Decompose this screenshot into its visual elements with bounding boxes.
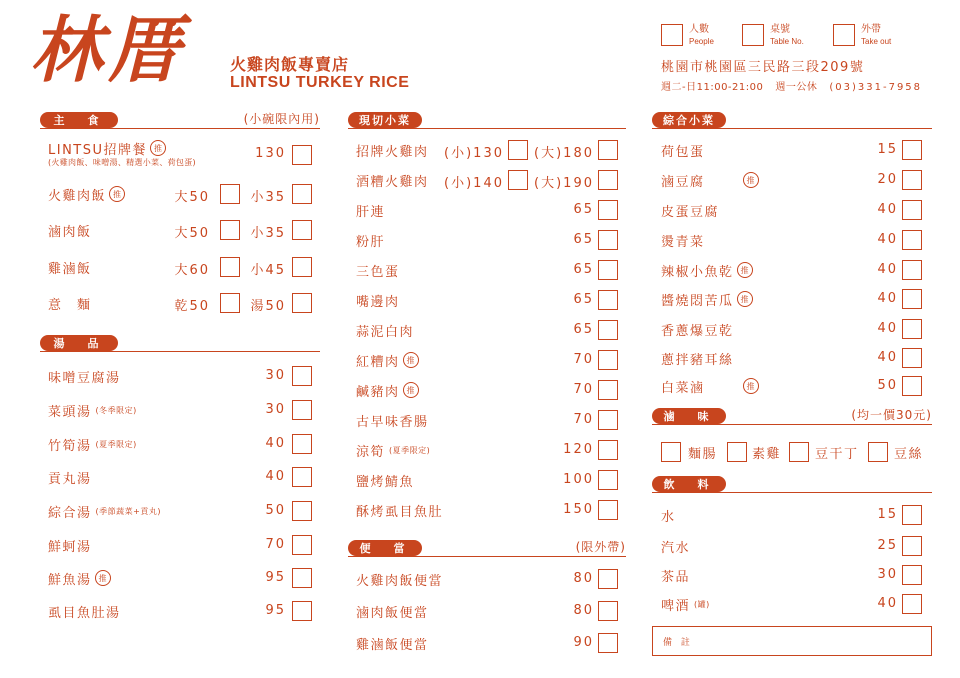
combo-item — [661, 289, 753, 309]
item-name: 滷肉飯 — [48, 224, 92, 240]
section-soup-header — [40, 335, 320, 352]
item-note: (夏季限定) — [389, 445, 431, 455]
section-drinks-header — [652, 476, 932, 493]
phone-number: (03)331-7958 — [829, 82, 923, 93]
section-main-title: 主 食 — [40, 112, 118, 128]
table-field — [742, 24, 804, 48]
section-main-header — [40, 112, 320, 129]
combo-item — [661, 319, 734, 339]
soup-item — [48, 467, 92, 487]
soup-item — [48, 400, 137, 420]
fresh-item — [356, 200, 385, 220]
item-name: 嘴邊肉 — [356, 294, 400, 310]
item-name: 麵腸 — [688, 446, 718, 462]
order-checkbox[interactable] — [292, 257, 312, 277]
item-price: 40 — [265, 436, 286, 451]
item-note: (罐) — [694, 599, 710, 609]
subtitle-english: LINTSU TURKEY RICE — [230, 74, 410, 91]
order-checkbox[interactable] — [220, 220, 240, 240]
order-checkbox[interactable] — [902, 200, 922, 220]
recommend-badge: 推 — [737, 291, 753, 307]
item-name: 啤酒 — [661, 598, 691, 614]
fresh-item — [356, 290, 400, 310]
item-name: 豆干丁 — [815, 446, 859, 462]
item-price: 40 — [877, 350, 898, 365]
combo-item — [661, 230, 705, 250]
bento-item — [356, 633, 429, 653]
item-price: 50 — [877, 378, 898, 393]
item-name: 竹筍湯 — [48, 438, 92, 454]
item-price: 40 — [877, 596, 898, 611]
braised-item — [815, 442, 859, 462]
recommend-badge: 推 — [403, 352, 419, 368]
item-name: 鹽烤鯖魚 — [356, 474, 415, 490]
item-price: 40 — [877, 291, 898, 306]
item-price: 70 — [265, 537, 286, 552]
item-price: 30 — [265, 368, 286, 383]
price-large: 大50 — [174, 226, 210, 241]
soup-item — [48, 568, 111, 588]
braised-item — [688, 442, 717, 462]
item-name: 白菜滷 — [661, 380, 705, 396]
order-checkbox[interactable] — [902, 594, 922, 614]
order-checkbox[interactable] — [598, 140, 618, 160]
address: 桃園市桃園區三民路三段209號 — [661, 60, 865, 75]
order-checkbox[interactable] — [292, 366, 312, 386]
soup-item — [48, 535, 92, 555]
combo-item — [661, 200, 719, 220]
menu-item-yi-noodle — [48, 293, 92, 313]
order-checkbox[interactable] — [220, 257, 240, 277]
item-name: 古早味香腸 — [356, 414, 429, 430]
subtitle-chinese: 火雞肉飯專賣店 — [230, 55, 350, 74]
price-soup: 湯50 — [250, 299, 286, 314]
takeout-checkbox[interactable] — [833, 24, 855, 46]
item-note: (季節蔬菜+貢丸) — [95, 506, 161, 516]
item-name: 味噌豆腐湯 — [48, 370, 121, 386]
fresh-item — [356, 470, 414, 490]
combo-item — [661, 140, 705, 160]
takeout-label-en: Take out — [861, 37, 892, 46]
item-price: 150 — [563, 502, 594, 517]
section-fresh-header — [348, 112, 626, 129]
item-name: 醬燒悶苦瓜 — [661, 293, 734, 309]
section-soup-title: 湯 品 — [40, 335, 118, 351]
fresh-special-item — [356, 140, 429, 160]
combo-item — [661, 260, 753, 280]
item-price: 15 — [877, 507, 898, 522]
order-checkbox[interactable] — [220, 184, 240, 204]
item-name: LINTSU招牌餐 — [48, 142, 148, 158]
item-price: 20 — [877, 172, 898, 187]
section-drinks-title: 飲 料 — [652, 476, 726, 492]
item-name: 涼筍 — [356, 444, 386, 460]
fresh-item — [356, 440, 430, 460]
order-checkbox[interactable] — [902, 565, 922, 585]
order-checkbox[interactable] — [902, 505, 922, 525]
order-checkbox[interactable] — [598, 380, 618, 400]
order-checkbox[interactable] — [902, 348, 922, 368]
section-bento-header — [348, 540, 626, 557]
order-checkbox[interactable] — [292, 467, 312, 487]
price-small: 小35 — [250, 190, 286, 205]
item-name: 水 — [661, 509, 676, 525]
item-price: 40 — [877, 321, 898, 336]
order-checkbox[interactable] — [598, 320, 618, 340]
order-checkbox[interactable] — [292, 220, 312, 240]
order-checkbox[interactable] — [902, 289, 922, 309]
item-name: 滷肉飯便當 — [356, 605, 429, 621]
fresh-item — [356, 320, 414, 340]
price-small: 小35 — [250, 226, 286, 241]
order-checkbox[interactable] — [902, 376, 922, 396]
item-name: 汽水 — [661, 540, 691, 556]
section-braised-header — [652, 408, 932, 425]
table-label-en: Table No. — [770, 37, 804, 46]
remark-field[interactable] — [652, 626, 932, 656]
item-name: 豆絲 — [894, 446, 924, 462]
item-name: 雞滷飯 — [48, 261, 92, 277]
order-checkbox[interactable] — [598, 230, 618, 250]
signature-price: 130 — [255, 146, 286, 161]
recommend-badge: 推 — [743, 172, 759, 188]
order-checkbox[interactable] — [598, 290, 618, 310]
menu-item-chicken-braised-rice — [48, 257, 92, 277]
order-checkbox[interactable] — [598, 470, 618, 490]
recommend-badge: 推 — [737, 262, 753, 278]
item-name: 火雞肉飯便當 — [356, 573, 444, 589]
people-checkbox[interactable] — [661, 24, 683, 46]
item-name: 菜頭湯 — [48, 404, 92, 420]
soup-item — [48, 434, 137, 454]
remark-label: 備 註 — [663, 638, 693, 648]
menu-item-braised-pork-rice — [48, 220, 92, 240]
order-checkbox[interactable] — [868, 442, 888, 462]
opening-hours: 週二-日11:00-21:00 — [661, 82, 764, 93]
order-checkbox[interactable] — [902, 170, 922, 190]
people-label: 人數 — [689, 24, 709, 35]
item-name: 鮮魚湯 — [48, 572, 92, 588]
bento-item — [356, 569, 443, 589]
order-checkbox[interactable] — [508, 170, 528, 190]
item-price: 70 — [573, 352, 594, 367]
fresh-item — [356, 230, 385, 250]
item-price: 15 — [877, 142, 898, 157]
order-checkbox[interactable] — [508, 140, 528, 160]
recommend-badge: 推 — [150, 140, 166, 156]
combo-item — [661, 170, 759, 190]
braised-item — [752, 442, 781, 462]
section-braised-note: (均一價30元) — [851, 408, 932, 422]
item-price: 40 — [877, 232, 898, 247]
order-checkbox[interactable] — [598, 350, 618, 370]
item-price: 70 — [573, 412, 594, 427]
restaurant-logo: 林厝 — [30, 7, 187, 92]
order-checkbox[interactable] — [292, 601, 312, 621]
item-name: 肝連 — [356, 204, 386, 220]
item-name: 蒜泥白肉 — [356, 324, 415, 340]
price-large: 大50 — [174, 190, 210, 205]
menu-item-signature — [48, 138, 166, 158]
item-price: 80 — [573, 603, 594, 618]
item-name: 蔥拌豬耳絲 — [661, 352, 734, 368]
braised-item — [894, 442, 923, 462]
order-checkbox[interactable] — [902, 140, 922, 160]
item-price: 90 — [573, 635, 594, 650]
item-price: 40 — [877, 202, 898, 217]
item-note: (夏季限定) — [95, 439, 137, 449]
item-price: 30 — [265, 402, 286, 417]
menu-item-turkey-rice — [48, 184, 125, 204]
fresh-item — [356, 260, 400, 280]
order-checkbox[interactable] — [292, 535, 312, 555]
price-large: (大)180 — [534, 146, 594, 161]
price-small: (小)130 — [444, 146, 504, 161]
fresh-item — [356, 380, 419, 400]
signature-description: (火雞肉飯、味噌湯、精選小菜、荷包蛋) — [48, 158, 196, 167]
item-note: (冬季限定) — [95, 405, 137, 415]
order-checkbox[interactable] — [292, 400, 312, 420]
order-checkbox[interactable] — [661, 442, 681, 462]
order-checkbox[interactable] — [292, 145, 312, 165]
item-name: 素雞 — [752, 446, 782, 462]
item-price: 65 — [573, 262, 594, 277]
item-name: 香蔥爆豆乾 — [661, 323, 734, 339]
recommend-badge: 推 — [109, 186, 125, 202]
price-small: 小45 — [250, 263, 286, 278]
section-bento-title: 便 當 — [348, 540, 422, 556]
item-price: 40 — [877, 262, 898, 277]
order-checkbox[interactable] — [902, 230, 922, 250]
item-name: 滷豆腐 — [661, 174, 705, 190]
people-field — [661, 24, 714, 48]
fresh-special-item — [356, 170, 429, 190]
item-name: 鮮蚵湯 — [48, 539, 92, 555]
fresh-item — [356, 350, 419, 370]
item-name: 綜合湯 — [48, 505, 92, 521]
item-price: 65 — [573, 202, 594, 217]
item-name: 紅糟肉 — [356, 354, 400, 370]
combo-item — [661, 376, 759, 396]
item-price: 65 — [573, 292, 594, 307]
people-label-en: People — [689, 37, 714, 46]
bento-item — [356, 601, 429, 621]
order-checkbox[interactable] — [292, 568, 312, 588]
order-checkbox[interactable] — [292, 293, 312, 313]
table-checkbox[interactable] — [742, 24, 764, 46]
soup-item — [48, 501, 161, 521]
item-price: 40 — [265, 469, 286, 484]
order-checkbox[interactable] — [902, 260, 922, 280]
item-price: 25 — [877, 538, 898, 553]
order-checkbox[interactable] — [292, 434, 312, 454]
drink-item — [661, 565, 690, 585]
price-dry: 乾50 — [174, 299, 210, 314]
takeout-label: 外帶 — [861, 24, 881, 35]
order-checkbox[interactable] — [220, 293, 240, 313]
item-name: 意 麵 — [48, 297, 92, 313]
table-label: 桌號 — [770, 24, 790, 35]
drink-item — [661, 536, 690, 556]
section-fresh-title: 現切小菜 — [348, 112, 422, 128]
order-checkbox[interactable] — [598, 440, 618, 460]
item-name: 皮蛋豆腐 — [661, 204, 720, 220]
item-name: 茶品 — [661, 569, 691, 585]
soup-item — [48, 366, 121, 386]
order-checkbox[interactable] — [598, 410, 618, 430]
item-price: 70 — [573, 382, 594, 397]
item-name: 辣椒小魚乾 — [661, 264, 734, 280]
order-checkbox[interactable] — [598, 170, 618, 190]
drink-item — [661, 505, 676, 525]
recommend-badge: 推 — [95, 570, 111, 586]
item-name: 火雞肉飯 — [48, 188, 107, 204]
order-checkbox[interactable] — [598, 500, 618, 520]
fresh-item — [356, 500, 443, 520]
order-checkbox[interactable] — [902, 319, 922, 339]
price-large: (大)190 — [534, 176, 594, 191]
item-price: 95 — [265, 603, 286, 618]
price-large: 大60 — [174, 263, 210, 278]
order-checkbox[interactable] — [598, 260, 618, 280]
item-price: 95 — [265, 570, 286, 585]
item-name: 鹹豬肉 — [356, 384, 400, 400]
item-price: 30 — [877, 567, 898, 582]
item-name: 虱目魚肚湯 — [48, 605, 121, 621]
order-checkbox[interactable] — [598, 200, 618, 220]
recommend-badge: 推 — [743, 378, 759, 394]
item-name: 燙青菜 — [661, 234, 705, 250]
item-name: 酒糟火雞肉 — [356, 174, 429, 190]
item-price: 65 — [573, 232, 594, 247]
closed-day: 週一公休 — [775, 82, 818, 93]
item-price: 65 — [573, 322, 594, 337]
drink-item — [661, 594, 710, 614]
item-name: 荷包蛋 — [661, 144, 705, 160]
order-checkbox[interactable] — [292, 501, 312, 521]
price-small: (小)140 — [444, 176, 504, 191]
hours-line — [661, 78, 934, 93]
item-name: 雞滷飯便當 — [356, 637, 429, 653]
order-checkbox[interactable] — [598, 633, 618, 653]
section-bento-note: (限外帶) — [575, 540, 626, 554]
item-price: 100 — [563, 472, 594, 487]
section-combo-header — [652, 112, 932, 129]
section-braised-title: 滷 味 — [652, 408, 726, 424]
section-main-note: (小碗限內用) — [243, 112, 320, 126]
order-checkbox[interactable] — [902, 536, 922, 556]
item-name: 三色蛋 — [356, 264, 400, 280]
item-name: 酥烤虱目魚肚 — [356, 504, 444, 520]
item-price: 50 — [265, 503, 286, 518]
section-combo-title: 綜合小菜 — [652, 112, 726, 128]
takeout-field — [833, 24, 891, 48]
order-checkbox[interactable] — [292, 184, 312, 204]
fresh-item — [356, 410, 429, 430]
item-name: 粉肝 — [356, 234, 386, 250]
item-name: 貢丸湯 — [48, 471, 92, 487]
item-price: 80 — [573, 571, 594, 586]
combo-item — [661, 348, 734, 368]
item-name: 招牌火雞肉 — [356, 144, 429, 160]
item-price: 120 — [563, 442, 594, 457]
order-checkbox[interactable] — [789, 442, 809, 462]
order-checkbox[interactable] — [598, 601, 618, 621]
recommend-badge: 推 — [403, 382, 419, 398]
order-checkbox[interactable] — [727, 442, 747, 462]
order-checkbox[interactable] — [598, 569, 618, 589]
soup-item — [48, 601, 121, 621]
